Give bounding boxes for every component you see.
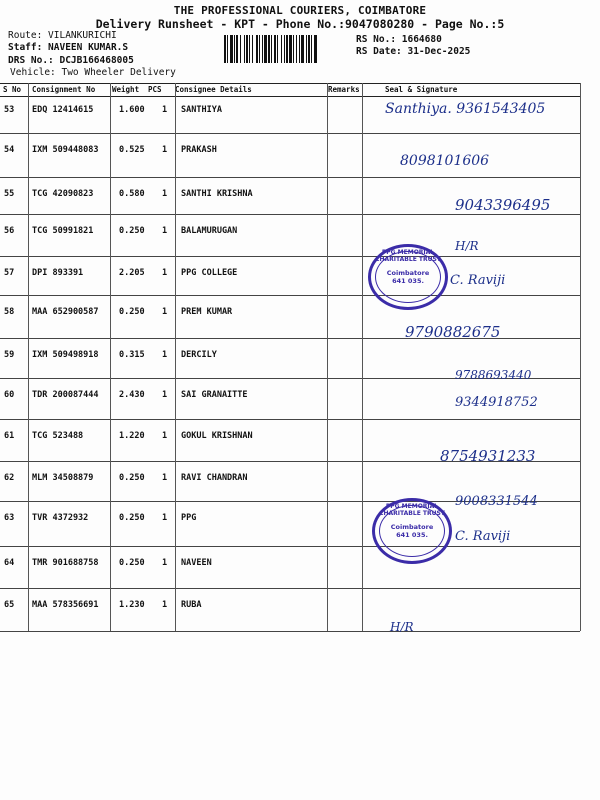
consignment-number: TCG 50991821: [32, 226, 94, 236]
route-label: Route: VILANKURICHI: [8, 30, 117, 41]
consignment-number: IXM 509448083: [32, 145, 99, 155]
serial-number: 57: [4, 268, 15, 278]
weight-value: 0.250: [119, 558, 145, 568]
serial-number: 58: [4, 307, 15, 317]
handwritten-signature: H/R: [390, 620, 414, 634]
consignment-number: IXM 509498918: [32, 350, 99, 360]
header-sno: S No: [3, 85, 22, 94]
weight-value: 2.430: [119, 390, 145, 400]
table-row: [0, 546, 580, 589]
consignee-name: PPG COLLEGE: [181, 268, 238, 278]
handwritten-signature: 9788693440: [455, 368, 532, 382]
pieces-count: 1: [162, 600, 168, 610]
pieces-count: 1: [162, 226, 168, 236]
header-remarks: Remarks: [328, 85, 360, 94]
consignee-name: NAVEEN: [181, 558, 212, 568]
company-title: THE PROFESSIONAL COURIERS, COIMBATORE: [173, 4, 427, 17]
table-row: [0, 133, 580, 178]
stamp-org-text: PPG MEMORIAL CHARITABLE TRUST: [379, 503, 445, 517]
pieces-count: 1: [162, 307, 168, 317]
consignee-name: PRAKASH: [181, 145, 217, 155]
pieces-count: 1: [162, 473, 168, 483]
handwritten-signature: 9790882675: [405, 323, 501, 341]
table-row: [0, 588, 580, 632]
consignee-name: PREM KUMAR: [181, 307, 233, 317]
stamp-pin: 641 035.: [396, 531, 428, 539]
consignee-name: RUBA: [181, 600, 202, 610]
table-row: [0, 214, 580, 257]
header-pcs: PCS: [148, 85, 162, 94]
vehicle-label: Vehicle: Two Wheeler Delivery: [10, 67, 176, 78]
serial-number: 62: [4, 473, 15, 483]
column-divider: [28, 83, 29, 631]
handwritten-signature: C. Raviji: [450, 273, 506, 288]
serial-number: 56: [4, 226, 15, 236]
header-consignment: Consignment No: [32, 85, 96, 94]
pieces-count: 1: [162, 189, 168, 199]
weight-value: 0.525: [119, 145, 145, 155]
stamp-center: [391, 523, 433, 539]
consignment-number: TVR 4372932: [32, 513, 89, 523]
consignment-number: MLM 34508879: [32, 473, 94, 483]
rs-date: RS Date: 31-Dec-2025: [356, 46, 471, 57]
consignee-name: BALAMURUGAN: [181, 226, 238, 236]
consignment-number: TDR 200087444: [32, 390, 99, 400]
staff-label: Staff: NAVEEN KUMAR.S: [8, 42, 129, 53]
handwritten-signature: 8098101606: [400, 153, 490, 169]
consignee-name: RAVI CHANDRAN: [181, 473, 248, 483]
weight-value: 0.250: [119, 513, 145, 523]
column-divider: [110, 83, 111, 631]
runsheet-title: Delivery Runsheet - KPT - Phone No.:9047080280 - Page No.:5: [95, 17, 505, 31]
consignee-name: PPG: [181, 513, 197, 523]
weight-value: 1.220: [119, 431, 145, 441]
header-consignee: Consignee Details: [175, 85, 252, 94]
pieces-count: 1: [162, 268, 168, 278]
consignment-number: TMR 901688758: [32, 558, 99, 568]
stamp-center: [387, 269, 429, 285]
serial-number: 54: [4, 145, 15, 155]
stamp-city: Coimbatore: [386, 269, 430, 277]
column-divider: [362, 83, 363, 631]
pieces-count: 1: [162, 558, 168, 568]
weight-value: 2.205: [119, 268, 145, 278]
stamp-pin: 641 035.: [392, 277, 424, 285]
pieces-count: 1: [162, 513, 168, 523]
serial-number: 53: [4, 105, 15, 115]
weight-value: 0.315: [119, 350, 145, 360]
pieces-count: 1: [162, 145, 168, 155]
handwritten-signature: Santhiya. 9361543405: [385, 101, 546, 117]
consignee-name: SANTHI KRISHNA: [181, 189, 253, 199]
consignment-number: TCG 523488: [32, 431, 84, 441]
barcode-image: [224, 35, 350, 63]
pieces-count: 1: [162, 390, 168, 400]
consignee-name: SANTHIYA: [181, 105, 222, 115]
stamp-city: Coimbatore: [390, 523, 434, 531]
weight-value: 0.580: [119, 189, 145, 199]
stamp-org-text: PPG MEMORIAL CHARITABLE TRUST: [375, 249, 441, 263]
weight-value: 1.230: [119, 600, 145, 610]
rs-number: RS No.: 1664680: [356, 34, 442, 45]
consignment-number: MAA 578356691: [32, 600, 99, 610]
header-weight: Weight: [112, 85, 140, 94]
serial-number: 65: [4, 600, 15, 610]
consignment-number: EDQ 12414615: [32, 105, 94, 115]
serial-number: 55: [4, 189, 15, 199]
handwritten-signature: 9344918752: [455, 395, 538, 410]
serial-number: 63: [4, 513, 15, 523]
consignee-name: GOKUL KRISHNAN: [181, 431, 253, 441]
handwritten-signature: 8754931233: [440, 447, 536, 465]
pieces-count: 1: [162, 105, 168, 115]
pieces-count: 1: [162, 350, 168, 360]
handwritten-signature: 9008331544: [455, 494, 538, 509]
serial-number: 64: [4, 558, 15, 568]
handwritten-signature: 9043396495: [455, 196, 551, 214]
weight-value: 0.250: [119, 307, 145, 317]
consignment-number: DPI 893391: [32, 268, 84, 278]
trust-seal-stamp: [372, 498, 452, 564]
column-divider: [175, 83, 176, 631]
consignee-name: SAI GRANAITTE: [181, 390, 248, 400]
weight-value: 0.250: [119, 226, 145, 236]
handwritten-signature: C. Raviji: [455, 529, 511, 544]
drs-label: DRS No.: DCJB166468005: [8, 55, 134, 66]
serial-number: 61: [4, 431, 15, 441]
consignee-name: DERCILY: [181, 350, 217, 360]
serial-number: 59: [4, 350, 15, 360]
header-seal-signature: Seal & Signature: [385, 85, 458, 94]
consignment-number: TCG 42090823: [32, 189, 94, 199]
column-divider: [327, 83, 328, 631]
column-divider: [580, 83, 581, 631]
consignment-number: MAA 652900587: [32, 307, 99, 317]
weight-value: 0.250: [119, 473, 145, 483]
serial-number: 60: [4, 390, 15, 400]
trust-seal-stamp: [368, 244, 448, 310]
handwritten-signature: H/R: [455, 239, 479, 253]
weight-value: 1.600: [119, 105, 145, 115]
pieces-count: 1: [162, 431, 168, 441]
